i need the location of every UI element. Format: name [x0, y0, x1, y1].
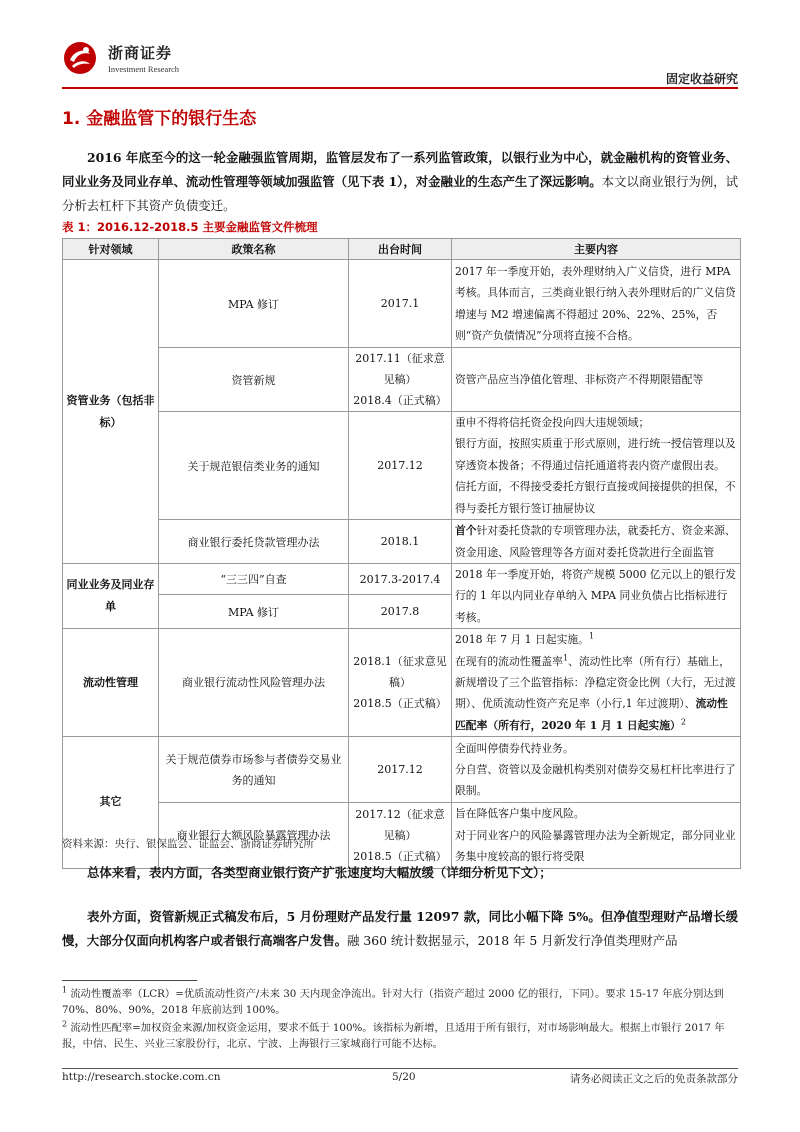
- policy-cell: 资管新规: [159, 348, 349, 412]
- content-line: 分自营、资管以及金融机构类别对债券交易杠杆比率进行了限制。: [455, 763, 736, 798]
- policy-table-container: [62, 238, 740, 869]
- header-time: 出台时间: [349, 239, 452, 260]
- footnotes: [62, 986, 738, 1054]
- content-cell: [452, 412, 741, 520]
- content-line: 信托方面，不得接受委托方银行直接或间接提供的担保，不得与委托方银行签订抽屉协议: [455, 480, 736, 515]
- page-header: [62, 38, 738, 86]
- report-type: 固定收益研究: [665, 72, 738, 86]
- time-cell: 2017.1: [349, 260, 452, 348]
- table-source: 资料来源：央行、银保监会、证监会、浙商证券研究所: [62, 838, 314, 850]
- domain-cell: 流动性管理: [63, 629, 159, 737]
- time-draft: 2018.1（征求意见稿）: [353, 655, 447, 690]
- policy-cell: 关于规范债券市场参与者债券交易业务的通知: [159, 737, 349, 803]
- content-line: 对于同业客户的风险暴露管理办法为全新规定，部分同业业务集中度较高的银行将受限: [455, 828, 736, 864]
- intro-bold: 2016 年底至今的这一轮金融强监管周期，监管层发布了一系列监管政策，以银行业为中心，就金融机构的资管业务、同业业务及同业存单、流动性管理等领域加强监管（见下表 1），对金融业的生态产生了深远影响。: [62, 150, 738, 189]
- header-policy: 政策名称: [159, 239, 349, 260]
- domain-cell: 同业业务及同业存单: [63, 564, 159, 629]
- time-final: 2018.5（正式稿）: [353, 849, 447, 863]
- intro-paragraph: [62, 146, 738, 218]
- content-line: 重申不得将信托资金投向四大违规领域；: [455, 416, 650, 429]
- time-cell: [349, 629, 452, 737]
- content-cell: [452, 520, 741, 564]
- content-line: 全面叫停债券代持业务。: [455, 741, 574, 755]
- table-row: [63, 564, 741, 595]
- intro-rest: 本文以商业银行为例，试分析去杠杆下其资产负债变迁。: [62, 174, 738, 213]
- footnote-text: 流动性匹配率=加权资金来源/加权资金运用，要求不低于 100%。该指标为新增，且适用于所有银行，对市场影响最大。根据上市银行 2017 年报，中信、民生、兴业三家股份行，北京、宁波、上海银行三家城商行可能不达标。: [62, 1022, 725, 1050]
- brand-subtitle: Investment Research: [108, 64, 180, 74]
- footnote-ref: 1: [588, 631, 595, 641]
- header-domain: 针对领域: [63, 239, 159, 260]
- time-cell: 2017.8: [349, 595, 452, 629]
- time-draft: 2017.11（征求意见稿）: [355, 352, 445, 386]
- table-row: [63, 412, 741, 520]
- offbalance-rest: 融 360 统计数据显示，2018 年 5 月新发行净值类理财产品: [346, 933, 678, 948]
- time-final: 2018.4（正式稿）: [353, 394, 447, 407]
- content-line: [455, 629, 737, 650]
- policy-cell: 商业银行大额风险暴露管理办法: [159, 803, 349, 868]
- time-cell: 2018.1: [349, 520, 452, 564]
- policy-cell: 商业银行流动性风险管理办法: [159, 629, 349, 737]
- content-cell: 2017 年一季度开始，表外理财纳入广义信贷，进行 MPA 考核。具体而言，三类商业银行纳入表外理财后的广义信贷增速与 M2 增速偏离不得超过 20%、22%、25%，否则“资产负债情况”分项将直接不合格。: [452, 260, 741, 348]
- summary-bold: 总体来看，表内方面，各类型商业银行资产扩张速度均大幅放缓（详细分析见下文）；: [87, 865, 552, 880]
- content-text: 在现有的流动性覆盖率: [455, 654, 563, 668]
- footnote-ref: 2: [680, 717, 686, 727]
- policy-cell: MPA 修订: [159, 595, 349, 629]
- content-text: 2018 年 7 月 1 日起实施。: [455, 633, 589, 647]
- time-cell: [349, 348, 452, 412]
- table-row: [63, 737, 741, 803]
- table-header-row: [63, 239, 741, 260]
- domain-cell: 资管业务（包括非标）: [63, 260, 159, 564]
- content-cell: [452, 803, 741, 868]
- content-cell: [452, 629, 741, 737]
- footnote-number: 1: [62, 985, 68, 995]
- time-cell: [349, 803, 452, 868]
- table-caption: 表 1：2016.12-2018.5 主要金融监管文件梳理: [62, 220, 318, 234]
- table-row: [63, 260, 741, 348]
- policy-cell: “三三四”自查: [159, 564, 349, 595]
- content-cell: 2018 年一季度开始，将资产规模 5000 亿元以上的银行发行的 1 年以内同业存单纳入 MPA 同业负债占比指标进行考核。: [452, 564, 741, 629]
- content-emphasis: 首个: [455, 524, 477, 538]
- time-draft: 2017.12（征求意见稿）: [355, 807, 445, 842]
- footnote-divider: [62, 980, 197, 981]
- policy-cell: 关于规范银信类业务的通知: [159, 412, 349, 520]
- footnote-item: [62, 986, 738, 1018]
- policy-cell: MPA 修订: [159, 260, 349, 348]
- table-row: [63, 348, 741, 412]
- content-text: 针对委托贷款的专项管理办法，就委托方、资金来源、资金用途、风险管理等各方面对委托贷款进行全面监管: [455, 524, 736, 559]
- table-row: [63, 629, 741, 737]
- policy-cell: 商业银行委托贷款管理办法: [159, 520, 349, 564]
- content-line: [455, 651, 737, 737]
- footer-url[interactable]: http://research.stocke.com.cn: [62, 1071, 221, 1083]
- offbalance-paragraph: [62, 905, 738, 953]
- domain-cell: 其它: [63, 737, 159, 868]
- page-number: 5/20: [392, 1071, 416, 1083]
- table-row: [63, 520, 741, 564]
- section-title: 1. 金融监管下的银行生态: [62, 109, 257, 129]
- footnote-ref: 1: [562, 653, 569, 663]
- summary-paragraph: [62, 861, 738, 885]
- content-cell: [452, 737, 741, 803]
- offbalance-bold: 表外方面，资管新规正式稿发布后，5 月份理财产品发行量 12097 款，同比小幅下降 5%。但净值型理财产品增长缓慢，大部分仅面向机构客户或者银行高端客户发售。: [62, 909, 738, 948]
- brand-name: 浙商证券: [108, 44, 173, 62]
- time-final: 2018.5（正式稿）: [353, 697, 447, 711]
- footer-disclaimer: 请务必阅读正文之后的免责条款部分: [570, 1073, 738, 1085]
- time-cell: 2017.12: [349, 737, 452, 803]
- header-content: 主要内容: [452, 239, 741, 260]
- footnote-item: [62, 1020, 738, 1052]
- policy-table: [62, 238, 741, 869]
- company-logo-icon: [62, 40, 98, 76]
- content-line: 旨在降低客户集中度风险。: [455, 807, 585, 821]
- content-text: 、流动性比率（所有行）基础上，新规增设了三个监管指标：净稳定资金比例（大行，无过渡期）、优质流动性资产充足率（小行,1 年过渡期）、: [455, 654, 736, 711]
- footer-divider: [62, 1068, 738, 1069]
- content-line: 银行方面，按照实质重于形式原则，进行统一授信管理以及穿透资本拨备；不得通过信托通道将表内资产虚假出表。: [455, 437, 736, 472]
- footnote-number: 2: [62, 1019, 68, 1029]
- time-cell: 2017.12: [349, 412, 452, 520]
- content-emphasis: 流动性匹配率（所有行，2020 年 1 月 1 日起实施）: [455, 697, 728, 732]
- content-cell: 资管产品应当净值化管理、非标资产不得期限错配等: [452, 348, 741, 412]
- time-cell: 2017.3-2017.4: [349, 564, 452, 595]
- footnote-text: 流动性覆盖率（LCR）=优质流动性资产/未来 30 天内现金净流出。针对大行（指资产超过 2000 亿的银行，下同）。要求 15-17 年底分别达到 70%、80%、90%，2018 年底前达到 100%。: [62, 988, 724, 1016]
- header-divider: [62, 87, 738, 89]
